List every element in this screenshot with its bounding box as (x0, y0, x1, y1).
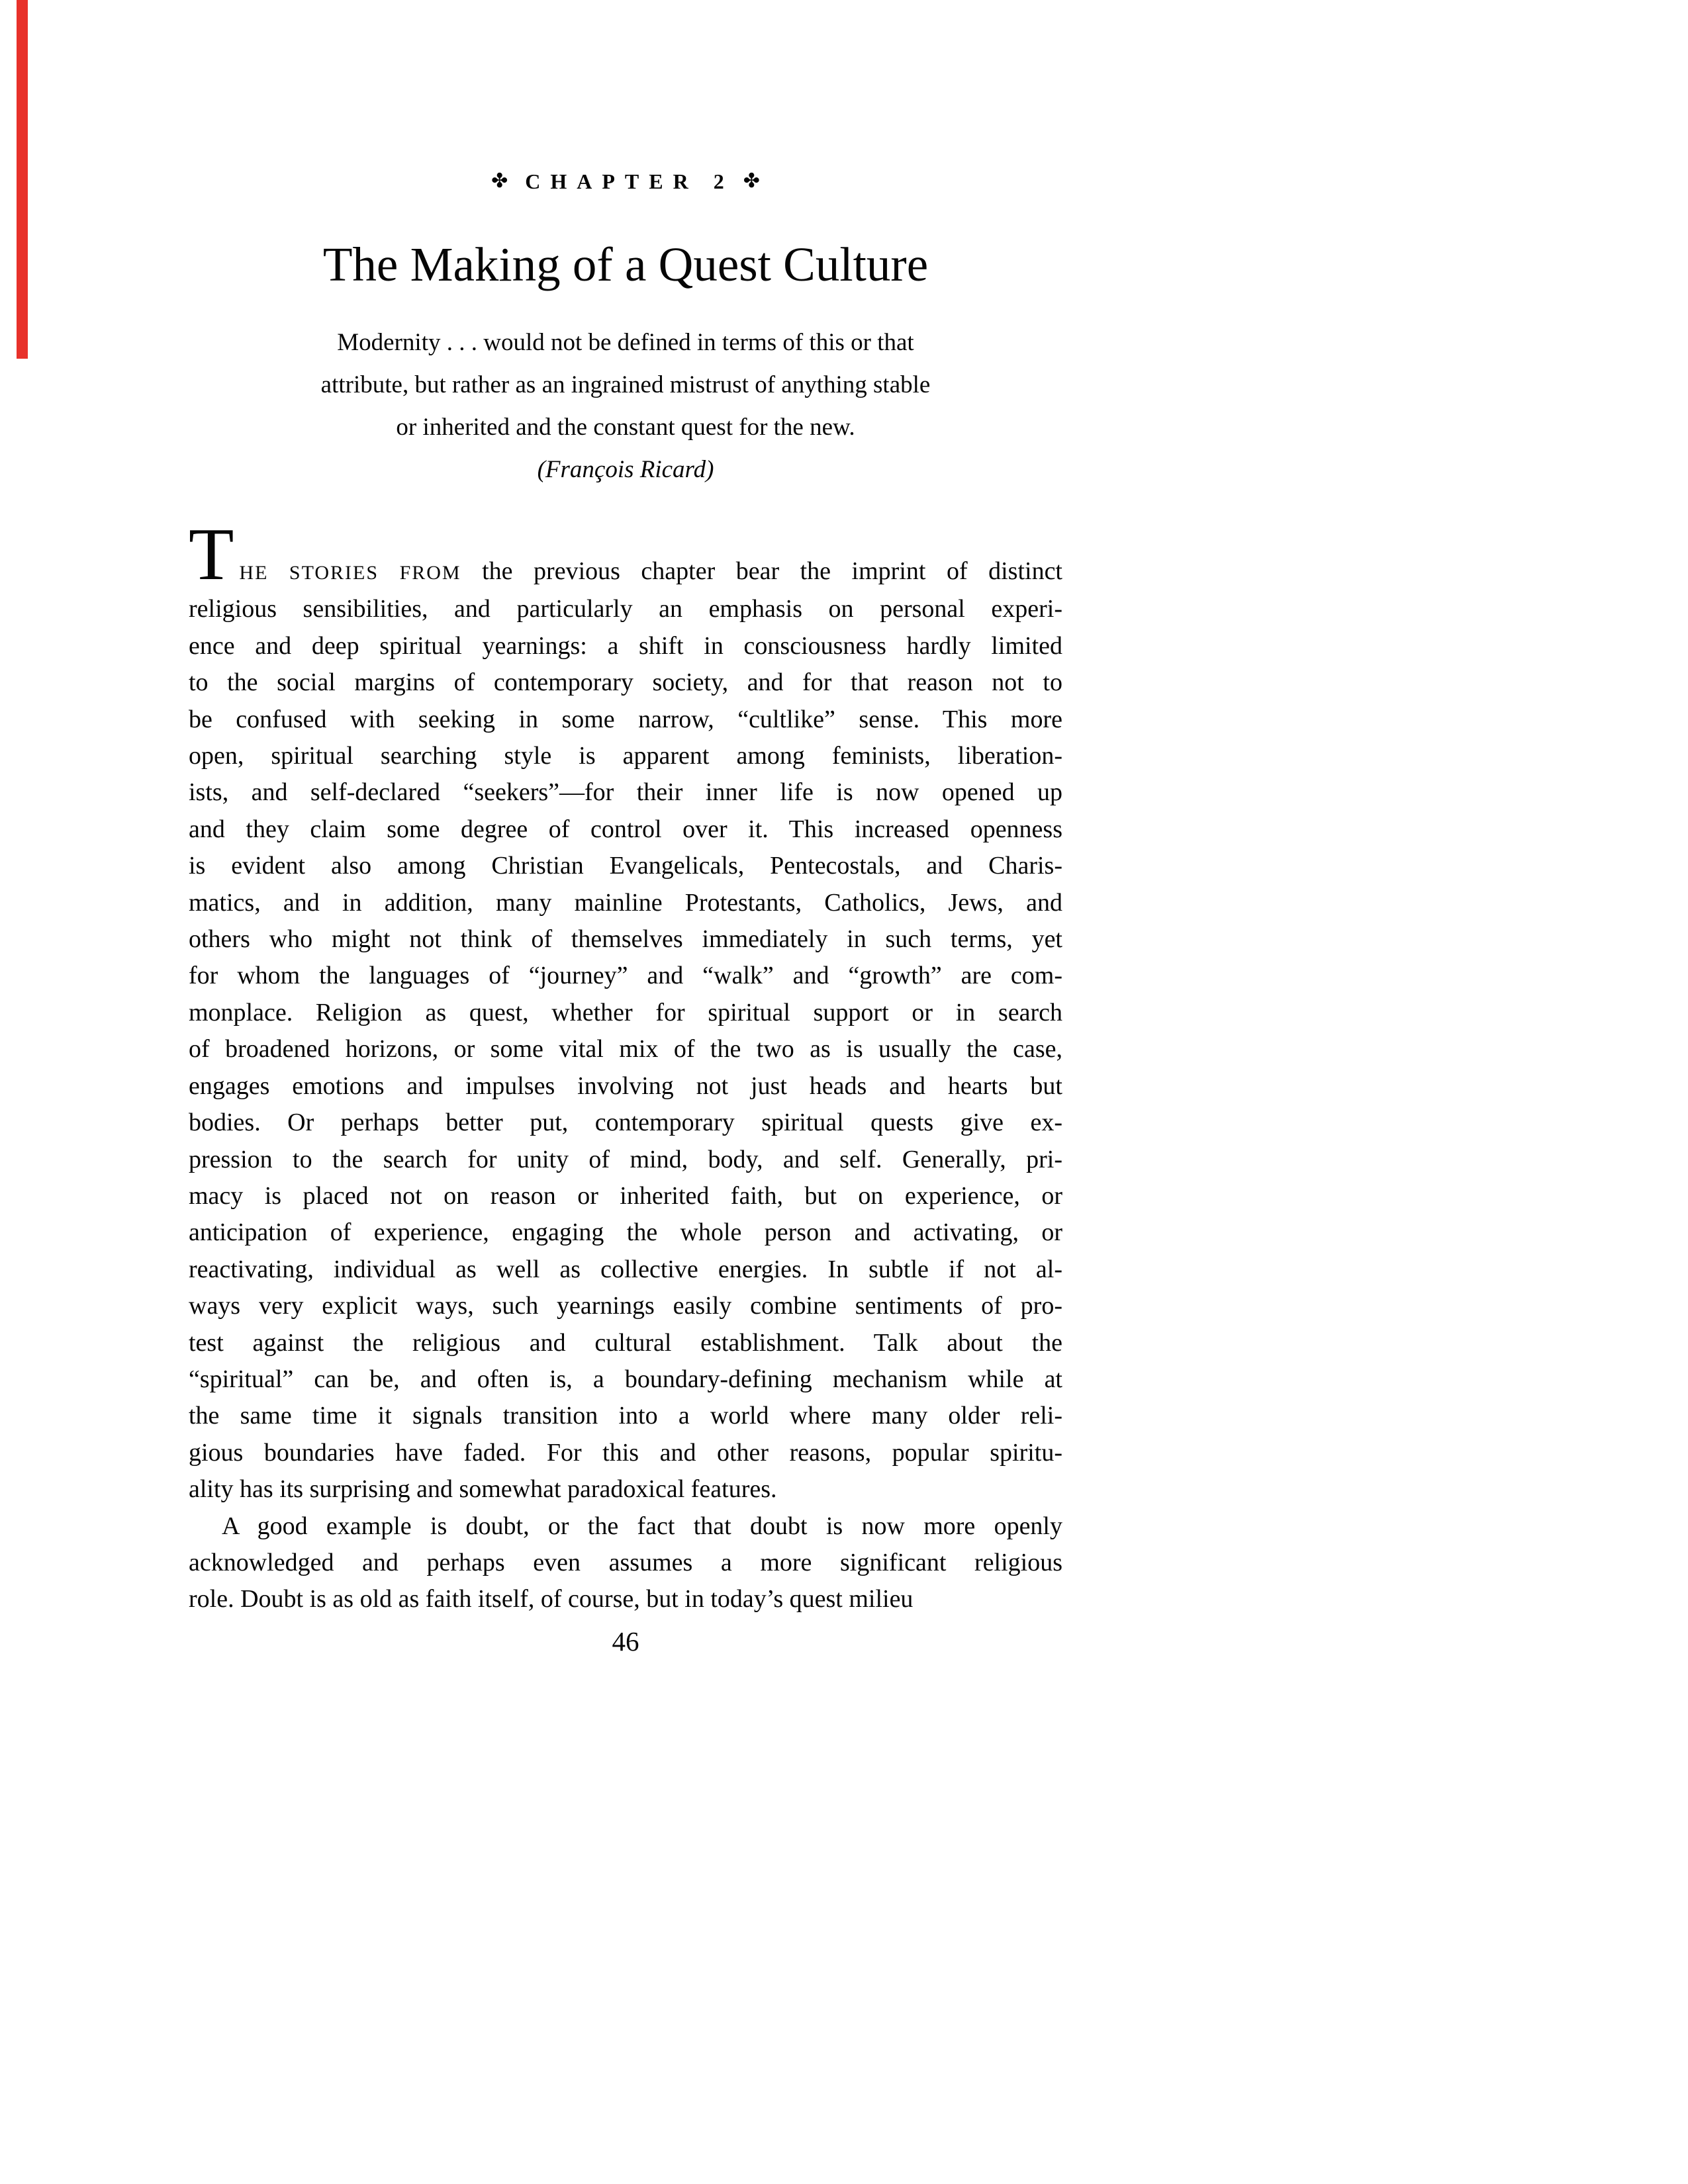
body-line: pression to the search for unity of mind, body, and self. Generally, pri- (189, 1145, 1062, 1173)
body-line: macy is placed not on reason or inherited faith, but on experience, or (189, 1181, 1062, 1210)
body-line: matics, and in addition, many mainline Protestants, Catholics, Jews, and (189, 888, 1062, 917)
body-line: engages emotions and impulses involving not just heads and hearts but (189, 1071, 1062, 1100)
epigraph-line: or inherited and the constant quest for the new. (396, 414, 855, 441)
body-line: ways very explicit ways, such yearnings easily combine sentiments of pro- (189, 1292, 1062, 1320)
body-line: religious sensibilities, and particularly an emphasis on personal experi- (189, 595, 1062, 623)
body-line: ality has its surprising and somewhat paradoxical features. (189, 1475, 777, 1504)
body-line: is evident also among Christian Evangelicals, Pentecostals, and Charis- (189, 852, 1062, 880)
body-line: and they claim some degree of control over it. This increased openness (189, 815, 1062, 843)
body-line: others who might not think of themselves immediately in such terms, yet (189, 925, 1062, 954)
body-line: anticipation of experience, engaging the whole person and activating, or (189, 1218, 1062, 1247)
body-line: bodies. Or perhaps better put, contemporary spiritual quests give ex- (189, 1109, 1062, 1137)
chapter-label: CHAPTER 2 (525, 169, 734, 193)
page-number: 46 (612, 1626, 639, 1657)
epigraph-attribution: (François Ricard) (537, 456, 714, 483)
body-line: reactivating, individual as well as collective energies. In subtle if not al- (189, 1255, 1062, 1283)
text-column (189, 0, 1062, 2184)
body-line: monplace. Religion as quest, whether for spiritual support or in search (189, 998, 1062, 1026)
body-line: of broadened horizons, or some vital mix of the two as is usually the case, (189, 1035, 1062, 1064)
paragraph-1 (189, 514, 1062, 1508)
epigraph (189, 322, 1062, 491)
body-line: for whom the languages of “journey” and “walk” and “growth” are com- (189, 962, 1062, 990)
body-line: open, spiritual searching style is apparent among feminists, liberation- (189, 742, 1062, 770)
body-line: A good example is doubt, or the fact that doubt is now more openly (222, 1512, 1062, 1540)
paragraph-2 (189, 1508, 1062, 1618)
chapter-ornament-right-icon: ✤ (743, 169, 760, 193)
red-margin-mark (17, 0, 28, 359)
body-line-text: the previous chapter bear the imprint of distinct (461, 557, 1062, 585)
body-line: to the social margins of contemporary society, and for that reason not to (189, 668, 1062, 697)
body-line: be confused with seeking in some narrow, “cultlike” sense. This more (189, 705, 1062, 733)
drop-cap: T (189, 514, 234, 596)
epigraph-line: attribute, but rather as an ingrained mistrust of anything stable (320, 371, 931, 398)
body-line (189, 514, 1062, 596)
body-text (189, 514, 1062, 1618)
body-line: ence and deep spiritual yearnings: a shift in consciousness hardly limited (189, 631, 1062, 660)
body-line: role. Doubt is as old as faith itself, of course, but in today’s quest milieu (189, 1585, 914, 1614)
body-line: test against the religious and cultural establishment. Talk about the (189, 1328, 1062, 1357)
small-caps-lead: HE STORIES FROM (239, 562, 461, 584)
body-line: “spiritual” can be, and often is, a boundary-defining mechanism while at (189, 1365, 1062, 1393)
epigraph-line: Modernity . . . would not be defined in terms of this or that (337, 329, 914, 356)
chapter-title: The Making of a Quest Culture (322, 238, 929, 291)
body-line: gious boundaries have faded. For this and other reasons, popular spiritu- (189, 1438, 1062, 1467)
chapter-heading (189, 171, 1062, 193)
body-line: acknowledged and perhaps even assumes a more significant religious (189, 1548, 1062, 1576)
body-line: ists, and self-declared “seekers”—for their inner life is now opened up (189, 778, 1062, 807)
body-line: the same time it signals transition into a world where many older reli- (189, 1402, 1062, 1430)
chapter-ornament-left-icon: ✤ (491, 169, 508, 193)
